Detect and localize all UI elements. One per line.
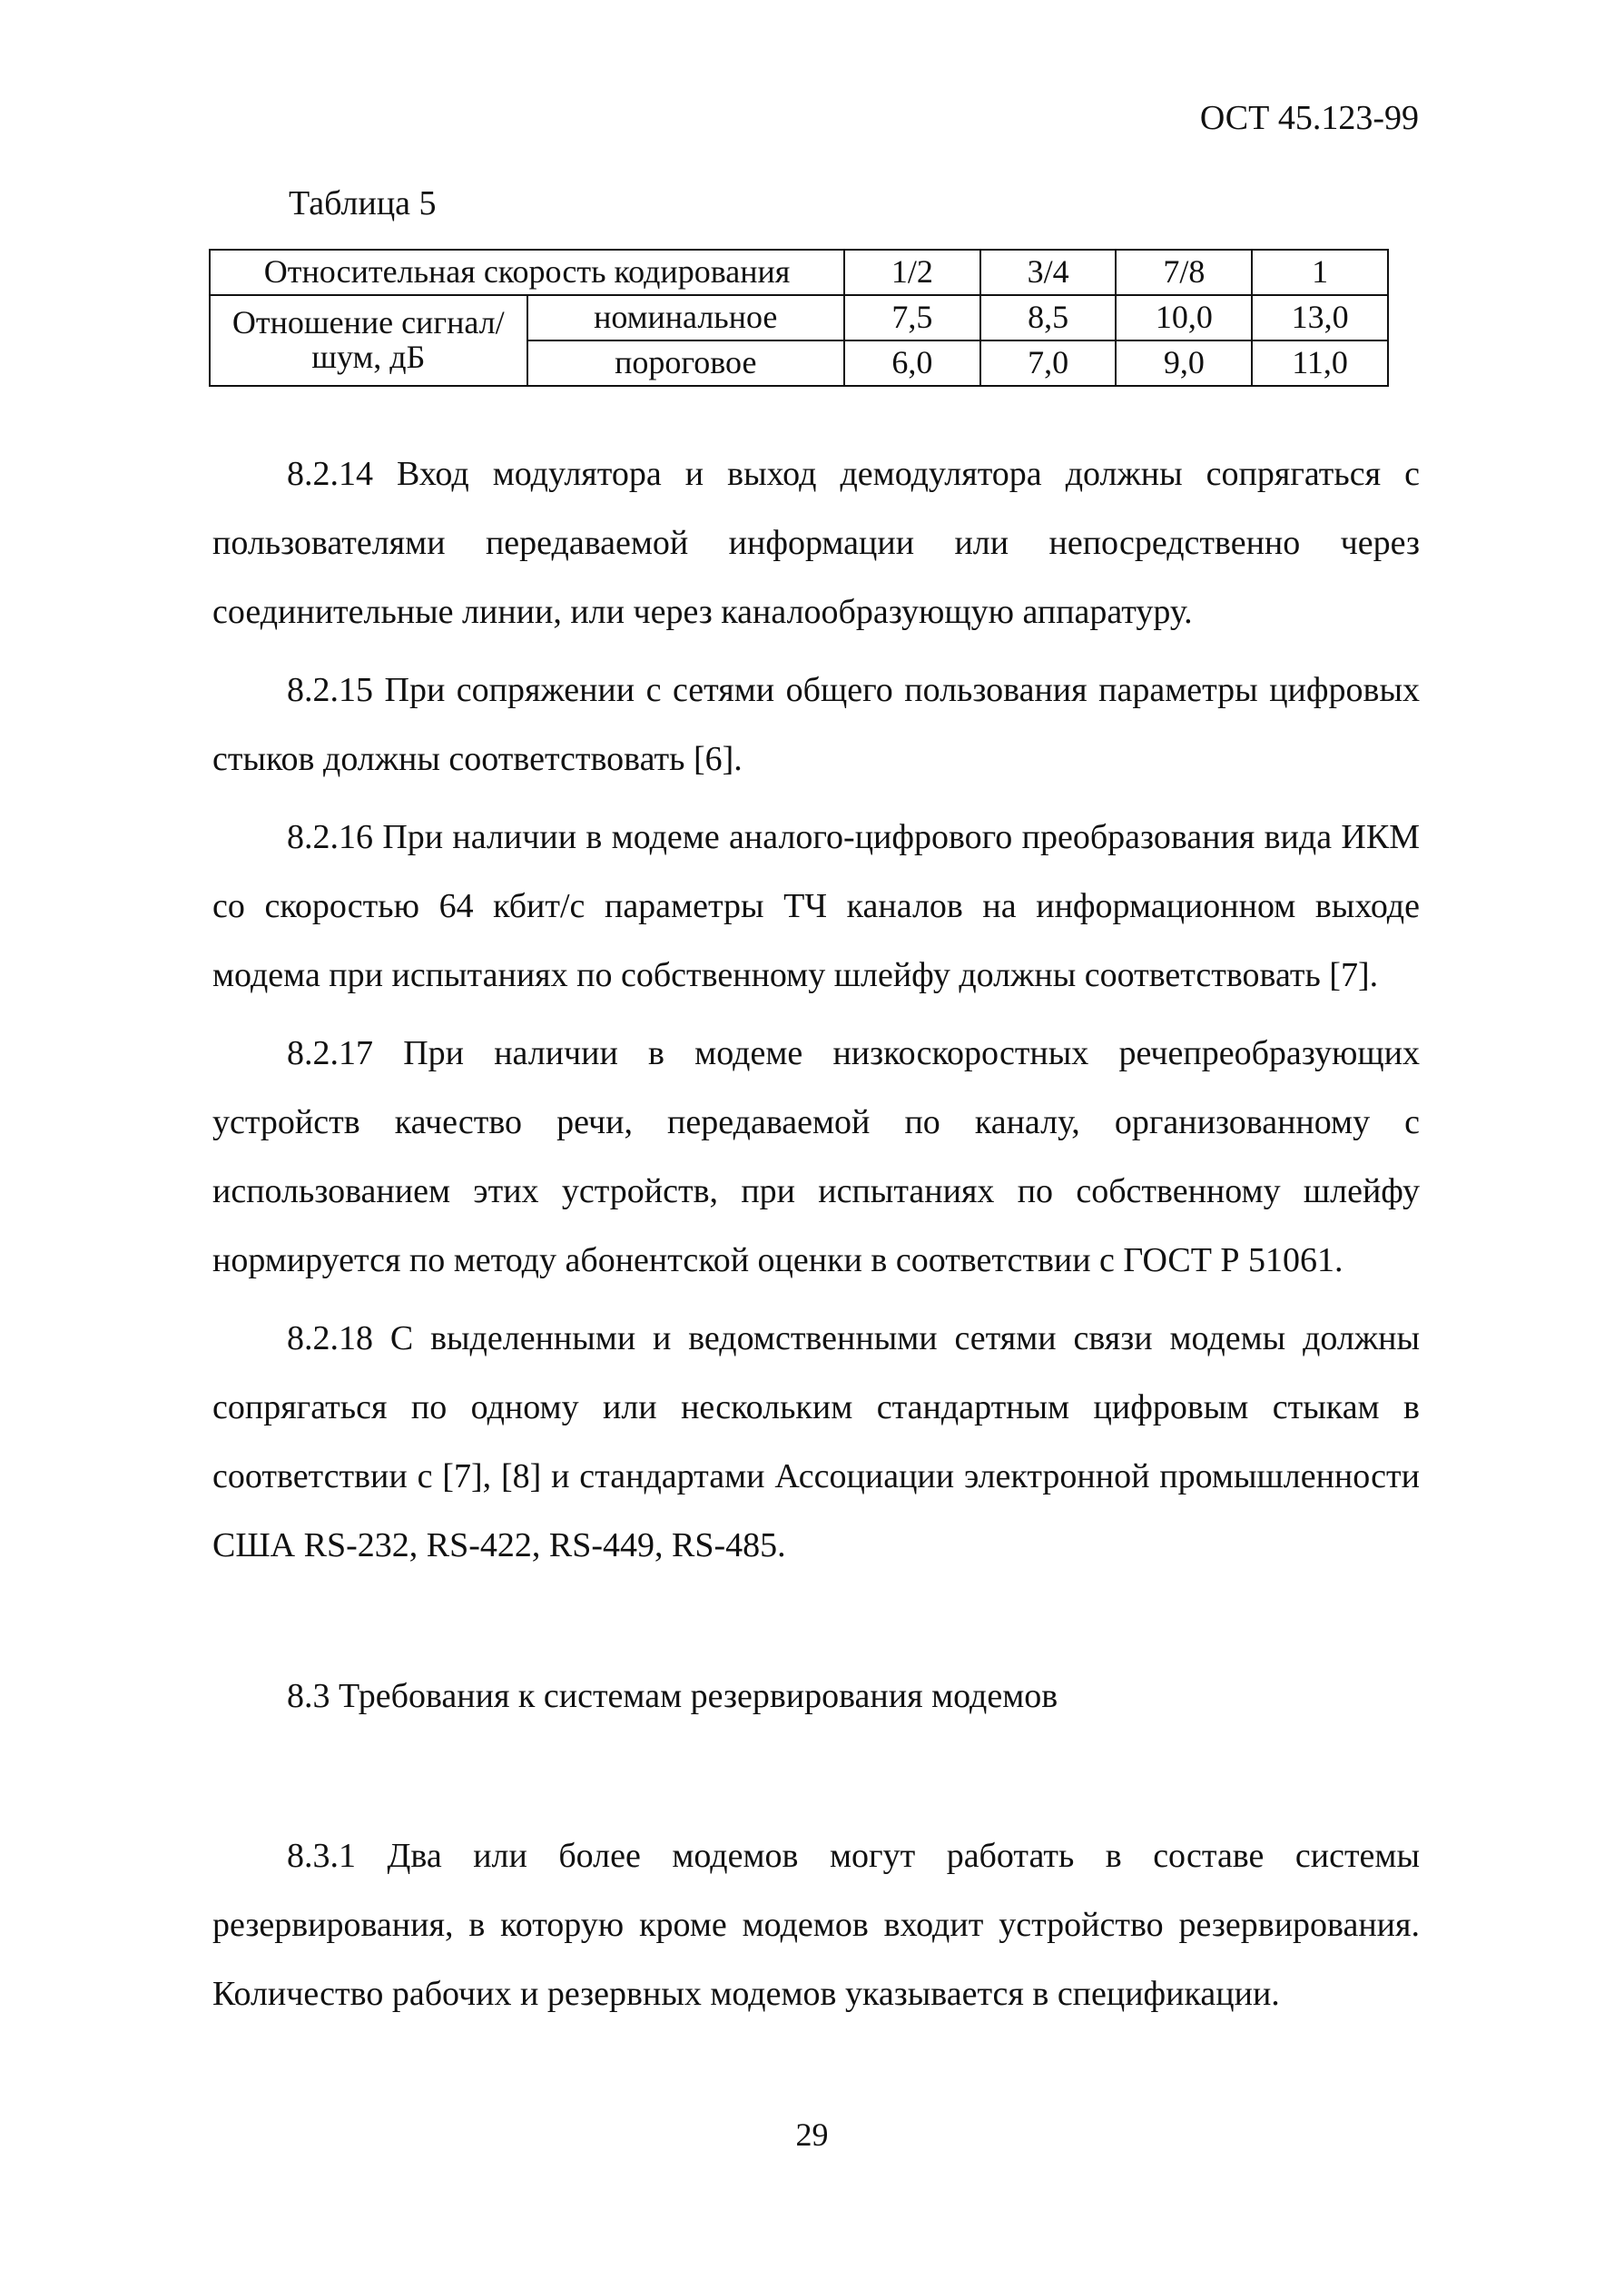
table-row-label: пороговое xyxy=(527,340,845,386)
table-cell: 7,0 xyxy=(980,340,1117,386)
table-row xyxy=(210,295,1388,340)
table-caption: Таблица 5 xyxy=(289,184,437,222)
paragraph-8-2-17: 8.2.17 При наличии в модеме низкоскоростных речепреобразующих устройств качество речи, передаваемой по каналу, организованному с использованием этих устройств, при испытаниях по собственному шлейфу нормируется по методу абонентской оценки в соответствии с ГОСТ Р 51061. xyxy=(212,1034,1420,1279)
paragraph-8-3-1: 8.3.1 Два или более модемов могут работать в составе системы резервирования, в которую кроме модемов входит устройство резервирования. Количество рабочих и резервных модемов указывается в спецификации. xyxy=(212,1837,1420,2013)
table-header-value: 3/4 xyxy=(980,250,1117,295)
table-header-value: 7/8 xyxy=(1116,250,1252,295)
snr-table xyxy=(209,249,1389,387)
table-cell: 13,0 xyxy=(1252,295,1388,340)
paragraph-8-2-16: 8.2.16 При наличии в модеме аналого-цифрового преобразования вида ИКМ со скоростью 64 кбит/с параметры ТЧ каналов на информационном выходе модема при испытаниях по собственному шлейфу должны соответствовать [7]. xyxy=(212,818,1420,994)
paragraph-8-2-15: 8.2.15 При сопряжении с сетями общего пользования параметры цифровых стыков должны соответствовать [6]. xyxy=(212,671,1420,778)
section-heading-8-3: 8.3 Требования к системам резервирования модемов xyxy=(287,1677,1058,1715)
table-group-label: Отношение сигнал/шум, дБ xyxy=(210,295,527,386)
table-row-label: номинальное xyxy=(527,295,845,340)
table-header-value: 1/2 xyxy=(844,250,980,295)
table-header-value: 1 xyxy=(1252,250,1388,295)
page-number: 29 xyxy=(795,2116,829,2153)
paragraph-8-2-18: 8.2.18 С выделенными и ведомственными сетями связи модемы должны сопрягаться по одному или нескольким стандартным цифровым стыкам в соответствии с [7], [8] и стандартами Ассоциации электронной промышленности США RS-232, RS-422, RS-449, RS-485. xyxy=(212,1319,1420,1564)
body-text xyxy=(212,439,1420,2037)
table-cell: 8,5 xyxy=(980,295,1117,340)
paragraph-8-2-14: 8.2.14 Вход модулятора и выход демодулятора должны сопрягаться с пользователями передаваемой информации или непосредственно через соединительные линии, или через каналообразующую аппаратуру. xyxy=(212,455,1420,631)
table-cell: 11,0 xyxy=(1252,340,1388,386)
table-cell: 6,0 xyxy=(844,340,980,386)
table-header-label: Относительная скорость кодирования xyxy=(210,250,844,295)
table-cell: 10,0 xyxy=(1116,295,1252,340)
table-cell: 7,5 xyxy=(844,295,980,340)
table-cell: 9,0 xyxy=(1116,340,1252,386)
table-header-row xyxy=(210,250,1388,295)
document-code: ОСТ 45.123-99 xyxy=(1199,99,1419,137)
